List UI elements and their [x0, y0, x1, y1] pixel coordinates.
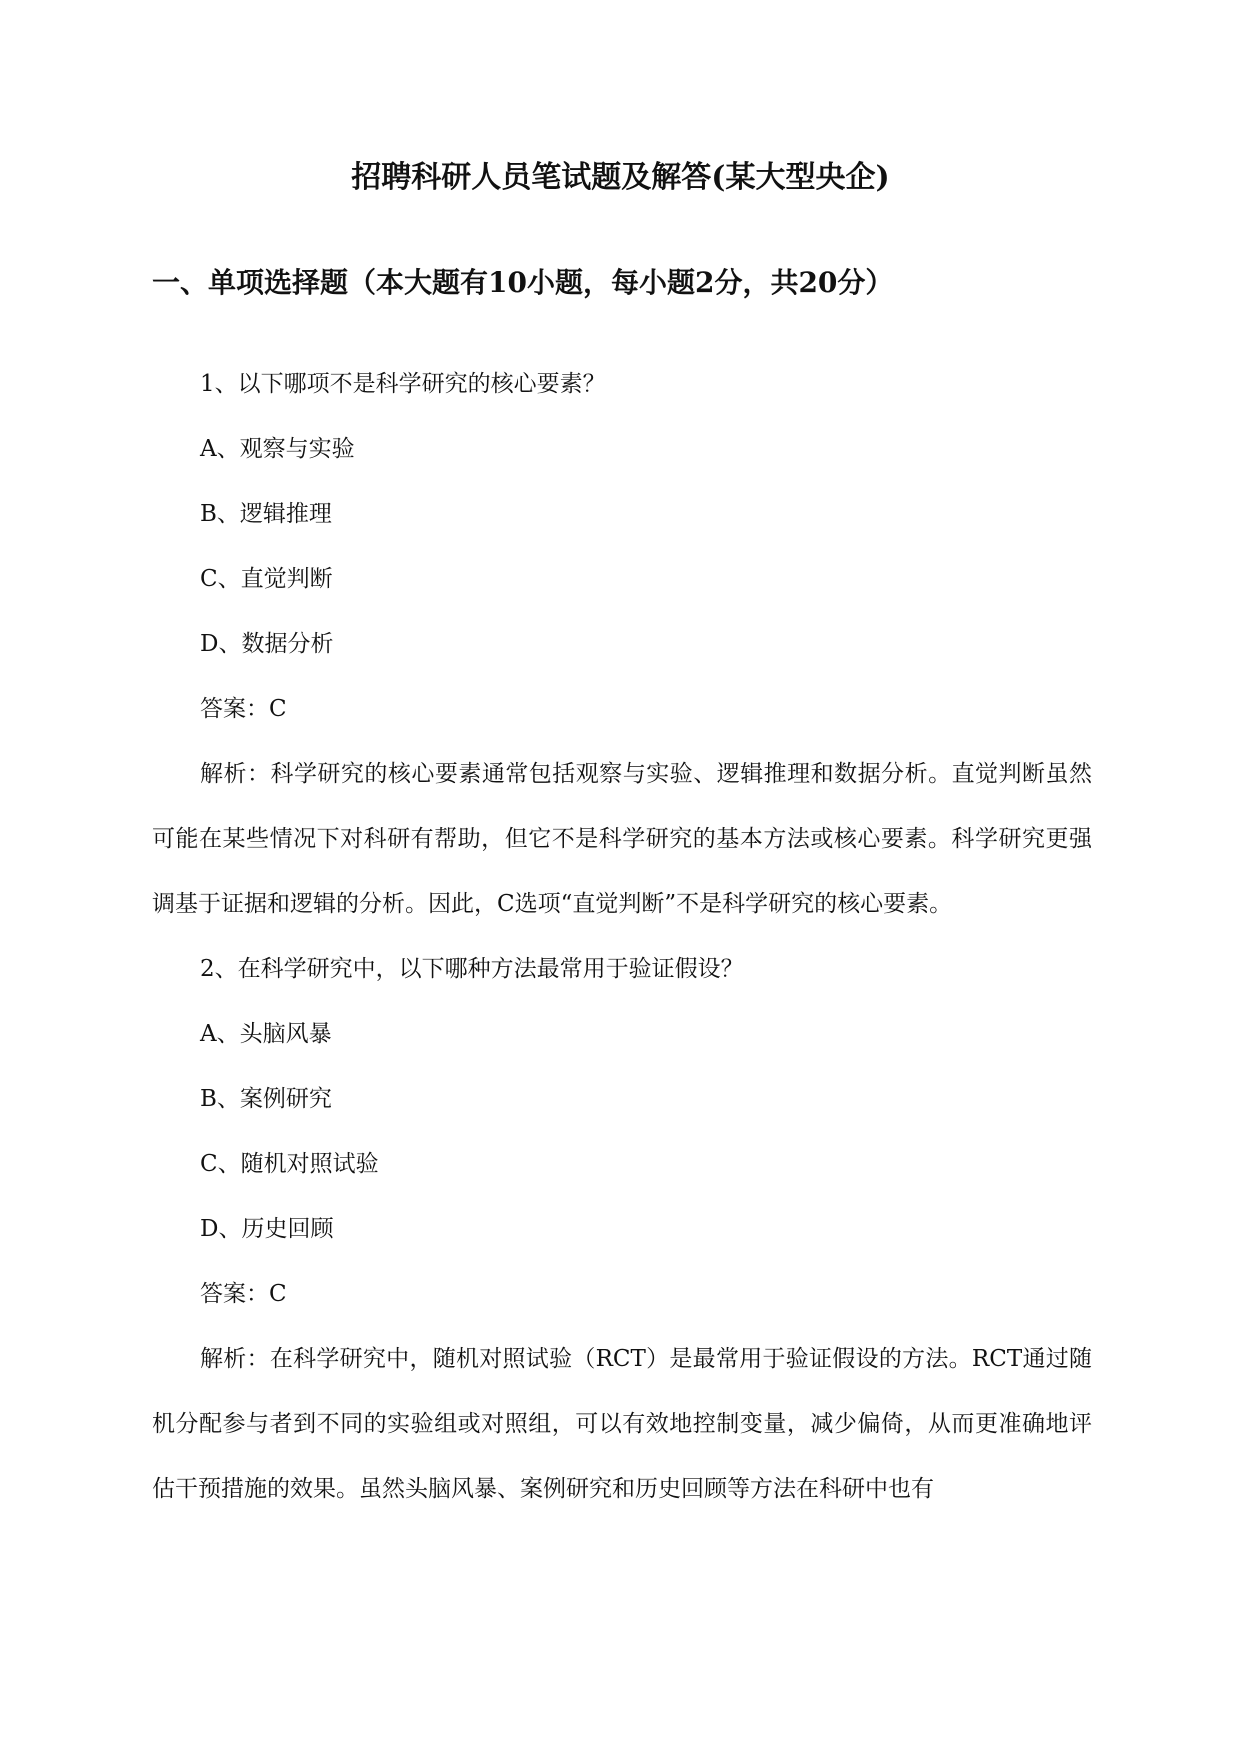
option-a: A、头脑风暴 [200, 1021, 332, 1047]
option-b: B、案例研究 [200, 1086, 332, 1112]
question-2 [152, 937, 1092, 1522]
analysis: 解析：科学研究的核心要素通常包括观察与实验、逻辑推理和数据分析。直觉判断虽然可能在某些情况下对科研有帮助，但它不是科学研究的基本方法或核心要素。科学研究更强调基于证据和逻辑的分析。因此，C选项“直觉判断”不是科学研究的核心要素。 [152, 761, 1092, 917]
answer: 答案：C [200, 696, 287, 722]
section-heading: 一、单项选择题（本大题有10小题，每小题2分，共20分） [152, 266, 894, 299]
analysis: 解析：在科学研究中，随机对照试验（RCT）是最常用于验证假设的方法。RCT通过随机分配参与者到不同的实验组或对照组，可以有效地控制变量，减少偏倚，从而更准确地评估干预措施的效果。虽然头脑风暴、案例研究和历史回顾等方法在科研中也有 [152, 1346, 1092, 1502]
option-a: A、观察与实验 [200, 436, 355, 462]
question-1 [152, 352, 1092, 937]
option-d: D、数据分析 [200, 631, 334, 657]
question-stem: 2、在科学研究中，以下哪种方法最常用于验证假设？ [200, 956, 744, 982]
option-c: C、随机对照试验 [200, 1151, 379, 1177]
question-list [152, 352, 1092, 1522]
option-c: C、直觉判断 [200, 566, 333, 592]
document-title: 招聘科研人员笔试题及解答(某大型央企) [351, 160, 890, 195]
question-stem: 1、以下哪项不是科学研究的核心要素？ [200, 371, 606, 397]
option-d: D、历史回顾 [200, 1216, 334, 1242]
option-b: B、逻辑推理 [200, 501, 332, 527]
answer: 答案：C [200, 1281, 287, 1307]
